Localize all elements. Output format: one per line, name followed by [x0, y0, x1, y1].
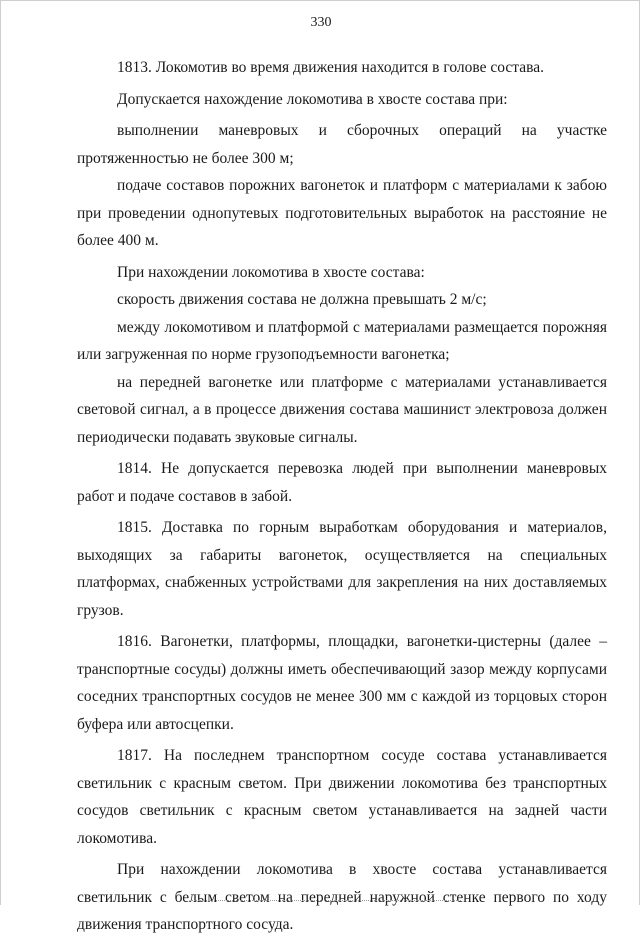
- paragraph-empty-wagon: между локомотивом и платформой с материалами размещается порожняя или загруженная по норме грузоподъемности вагонетка;: [77, 318, 607, 363]
- paragraph-light-signal: на передней вагонетке или платформе с материалами устанавливается световой сигнал, а в процессе движения состава машинист электровоза должен периодически подавать звуковые сигналы.: [77, 373, 607, 446]
- paragraph-1814: 1814. Не допускается перевозка людей при выполнении маневровых работ и подаче составов в забой.: [77, 460, 607, 505]
- page-number: 330: [310, 15, 332, 30]
- bottom-divider: [191, 900, 461, 901]
- paragraph-shunting: выполнении маневровых и сборочных операций на участке протяженностью не более 300 м;: [77, 122, 607, 167]
- paragraph-1813: 1813. Локомотив во время движения находится в голове состава.: [117, 59, 544, 76]
- paragraph-1817: 1817. На последнем транспортном сосуде состава устанавливается светильник с красным светом. При движении локомотива без транспортных сосудов светильник с красным светом устанавливается на задней части локомотива.: [77, 747, 607, 847]
- paragraph-white-light: При нахождении локомотива в хвосте состава устанавливается светильник с белым светом на передней наружной стенке первого по ходу движения транспортного сосуда.: [77, 861, 607, 933]
- paragraph-speed-limit: скорость движения состава не должна превышать 2 м/с;: [117, 291, 487, 308]
- paragraph-allowed-tail: Допускается нахождение локомотива в хвосте состава при:: [117, 90, 508, 108]
- paragraph-supply-to-face: подаче составов порожних вагонеток и платформ с материалами к забою при проведении однопутевых подготовительных выработок на расстояние не более 400 м.: [77, 177, 607, 249]
- paragraph-1816: 1816. Вагонетки, платформы, площадки, вагонетки-цистерны (далее – транспортные сосуды) должны иметь обеспечивающий зазор между корпусами соседних транспортных сосудов не менее 300 мм с каждой из торцовых сторон буфера или автосцепки.: [77, 633, 607, 733]
- paragraph-tail-conditions: При нахождении локомотива в хвосте состава:: [117, 263, 425, 281]
- paragraph-1815: 1815. Доставка по горным выработкам оборудования и материалов, выходящих за габариты вагонеток, осуществляется на специальных платформах, снабженных устройствами для закрепления на них доставляемых грузов.: [77, 519, 607, 619]
- document-body: [77, 54, 607, 939]
